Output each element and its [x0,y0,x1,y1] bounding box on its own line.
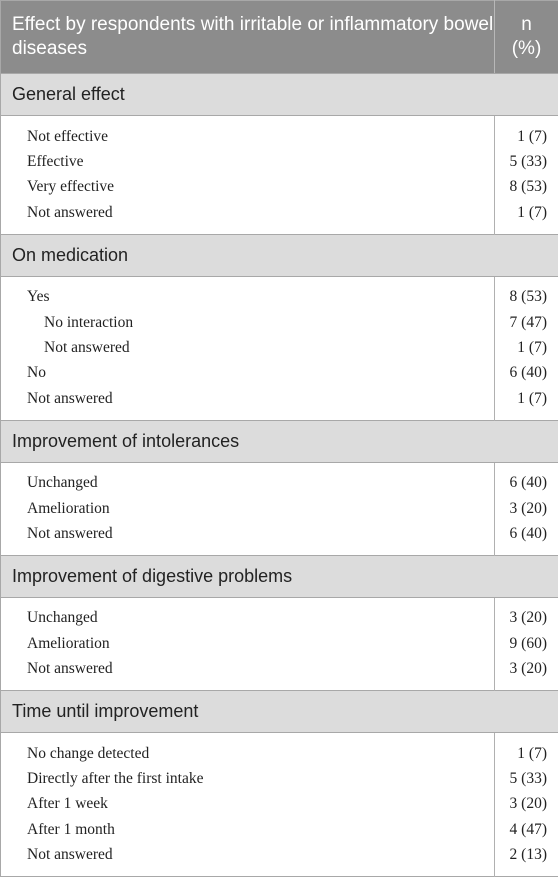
header-percent: (%) [512,38,542,59]
row-value: 3 (20) [495,597,558,631]
section-title: Improvement of digestive problems [1,555,558,597]
table-row [1,766,558,791]
section-header-row [1,74,558,116]
table-row [1,631,558,656]
row-value: 2 (13) [495,842,558,876]
row-value: 1 (7) [495,200,558,234]
section-title: On medication [1,234,558,276]
row-label: No [1,361,495,386]
row-value: 9 (60) [495,631,558,656]
table-row [1,656,558,690]
header-n-percent [495,1,558,74]
row-value: 1 (7) [495,732,558,766]
row-label: After 1 month [1,817,495,842]
row-label: Effective [1,149,495,174]
row-label: Not answered [1,521,495,555]
table-row [1,597,558,631]
table-row [1,732,558,766]
row-label: Not answered [1,335,495,360]
table-body [1,74,558,877]
header-n: n [521,14,532,35]
row-label: Unchanged [1,462,495,496]
row-value: 5 (33) [495,149,558,174]
row-label: Not answered [1,656,495,690]
table-row [1,386,558,420]
row-label: Not answered [1,386,495,420]
row-label: Very effective [1,175,495,200]
row-label: After 1 week [1,792,495,817]
table-row [1,361,558,386]
table-row [1,276,558,310]
row-value: 1 (7) [495,335,558,360]
table-row [1,149,558,174]
row-value: 3 (20) [495,496,558,521]
table-row [1,116,558,150]
row-value: 8 (53) [495,276,558,310]
row-value: 1 (7) [495,116,558,150]
row-label: Not effective [1,116,495,150]
row-value: 7 (47) [495,310,558,335]
row-label: No interaction [1,310,495,335]
table-row [1,200,558,234]
section-title: Improvement of intolerances [1,420,558,462]
table-row [1,792,558,817]
row-value: 5 (33) [495,766,558,791]
row-label: Yes [1,276,495,310]
table-row [1,521,558,555]
row-label: Amelioration [1,496,495,521]
row-value: 8 (53) [495,175,558,200]
row-label: No change detected [1,732,495,766]
row-value: 6 (40) [495,462,558,496]
table-row [1,842,558,876]
row-value: 1 (7) [495,386,558,420]
table-row [1,496,558,521]
section-header-row [1,420,558,462]
section-title: General effect [1,74,558,116]
row-value: 3 (20) [495,656,558,690]
row-label: Not answered [1,200,495,234]
header-row [1,1,558,74]
row-label: Directly after the first intake [1,766,495,791]
row-label: Amelioration [1,631,495,656]
row-label: Unchanged [1,597,495,631]
table-row [1,175,558,200]
section-header-row [1,234,558,276]
section-title: Time until improvement [1,690,558,732]
row-value: 3 (20) [495,792,558,817]
row-value: 6 (40) [495,521,558,555]
section-header-row [1,555,558,597]
row-value: 4 (47) [495,817,558,842]
table-row [1,462,558,496]
section-header-row [1,690,558,732]
row-label: Not answered [1,842,495,876]
table-row [1,817,558,842]
header-effect: Effect by respondents with irritable or inflammatory bowel diseases [1,1,495,74]
table-row [1,310,558,335]
table-row [1,335,558,360]
row-value: 6 (40) [495,361,558,386]
